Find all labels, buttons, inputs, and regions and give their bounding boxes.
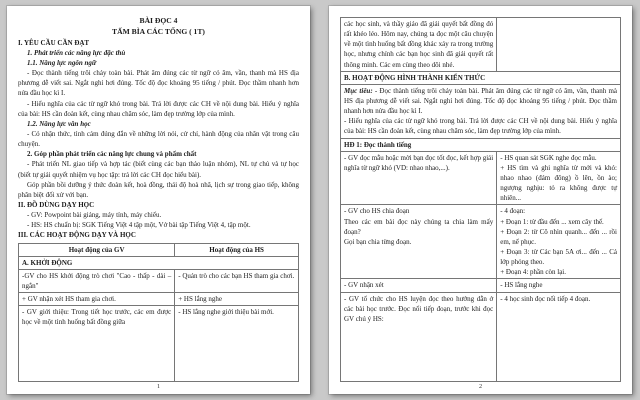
table-row xyxy=(341,292,620,381)
gv-cell xyxy=(19,293,175,305)
doc-title-line2: TẤM BÌA CÁC TỔNG ( 1T) xyxy=(112,27,205,37)
heading-section-1: I. YÊU CẦU CẦN ĐẠT xyxy=(18,38,90,47)
hs-line: + Đoạn 3: từ Các bạn 5A ơi... đến ... Cả lớp phỏng theo. xyxy=(500,247,617,267)
gv-line: - GV giới thiệu: Trong tiết học trước, các em được học về một tình huống bất đồng giữa xyxy=(22,308,172,327)
gv-line: - GV tổ chức cho HS luyện đọc theo hướng dẫn ở các bài học trước. Đọc nối tiếp đoạn, trước khi đọc GV chú ý HS: xyxy=(344,294,494,323)
paragraph: - Hiểu nghĩa của các từ ngữ khó trong bài. Trả lời được các CH về nội dung bài. Hiểu ý nghĩa của bài: HS cần đoàn kết, cùng nhau chăm sóc, làm đẹp trường lớp của mình. xyxy=(18,99,299,118)
hs-line: - 4 học sinh đọc nối tiếp 4 đoạn. xyxy=(500,294,591,303)
table-row xyxy=(19,269,298,292)
gv-cell xyxy=(341,205,497,278)
gv-line: -GV cho HS khởi động trò chơi "Cao - thấp - dài – ngắn" xyxy=(22,271,172,291)
table-header-gv: Hoạt động của GV xyxy=(19,244,175,256)
hs-cell xyxy=(497,293,620,381)
hs-cell xyxy=(497,152,620,205)
heading-sub-1-2: 1.2. Năng lực văn học xyxy=(27,119,91,128)
paragraph: - HS: HS chuẩn bị: SGK Tiếng Việt 4 tập một, Vở bài tập Tiếng Việt 4, tập một. xyxy=(27,221,251,230)
hs-cell-empty xyxy=(497,18,620,71)
hs-cell xyxy=(175,270,298,292)
page-2[interactable] xyxy=(329,6,632,394)
carry-over-text: các học sinh, và thầy giáo đã giải quyết bất đồng đó rất khéo léo. Hôm nay, chúng ta đọc một câu chuyện về một tình huống bất đồng khác xảy ra trong trường học, nhưng chính các bạn học sinh đã giải quyết rất thông minh. Các em cùng theo dõi nhé. xyxy=(344,20,494,69)
gv-cell xyxy=(341,279,497,291)
paragraph: - Có nhận thức, tình cảm đúng đắn về những lời nói, cử chỉ, hành động của nhân vật trong câu chuyện. xyxy=(18,130,299,149)
hs-cell xyxy=(175,293,298,305)
activities-table xyxy=(18,243,299,382)
gv-line: - GV nhận xét xyxy=(344,281,384,290)
section-b-heading: B. HOẠT ĐỘNG HÌNH THÀNH KIẾN THỨC xyxy=(344,73,486,82)
hs-line: + Đoạn 2: từ Cô nhìn quanh... đến ... rồi em, nể phục. xyxy=(500,227,617,246)
goal-cell xyxy=(341,85,620,138)
hs-line: - HS lắng nghe xyxy=(500,281,543,290)
gv-cell xyxy=(19,270,175,292)
table-header-row xyxy=(19,244,298,256)
table-row xyxy=(341,151,620,205)
table-row xyxy=(19,305,298,381)
heading-section-2: II. ĐỒ DÙNG DẠY HỌC xyxy=(18,201,95,210)
gv-line: Gọi bạn chia từng đoạn. xyxy=(344,237,412,246)
gv-cell xyxy=(341,152,497,205)
hs-line: - 4 đoạn: xyxy=(500,207,526,216)
gv-line: + GV nhận xét HS tham gia chơi. xyxy=(22,295,116,304)
hs-cell xyxy=(497,205,620,278)
gv-line: - GV cho HS chia đoạn xyxy=(344,207,410,216)
heading-sub-1: 1. Phát triển các năng lực đặc thù xyxy=(27,48,126,57)
table-section-row xyxy=(341,71,620,84)
hs-line: - HS quan sát SGK nghe đọc mẫu. xyxy=(500,153,597,162)
hs-line: - HS lắng nghe giới thiệu bài mới. xyxy=(178,308,274,317)
gv-cell xyxy=(341,293,497,381)
table-section-row xyxy=(341,138,620,151)
table-section-row xyxy=(19,256,298,269)
doc-title-line1: BÀI ĐỌC 4 xyxy=(139,16,178,25)
heading-sub-2: 2. Góp phần phát triển các năng lực chung và phẩm chất xyxy=(27,150,197,159)
page-1[interactable] xyxy=(7,6,310,394)
heading-sub-1-1: 1.1. Năng lực ngôn ngữ xyxy=(27,59,97,68)
hs-cell xyxy=(175,306,298,381)
goal-line-1 xyxy=(344,86,617,116)
paragraph: - GV: Powpoint bài giảng, máy tính, máy chiếu. xyxy=(27,211,162,220)
hs-line: + Đoạn 4: phần còn lại. xyxy=(500,268,566,277)
table-row xyxy=(341,204,620,278)
goal-line-2: - Hiểu nghĩa của các từ ngữ khó trong bài. Trả lời được các CH về nội dung bài. Hiểu ý nghĩa của bài: HS cần đoàn kết, cùng nhau chăm sóc, làm đẹp trường lớp của mình. xyxy=(344,117,617,136)
hs-line: + HS lắng nghe xyxy=(178,295,223,304)
gv-line: - GV đọc mẫu hoặc mời bạn đọc tốt đọc, kết hợp giải nghĩa từ ngữ khó (VD: nhao nhao,...). xyxy=(344,153,494,172)
paragraph: - Phát triển NL giao tiếp và hợp tác (biết cùng các bạn thảo luận nhóm), NL tự chủ và tự học (biết tự giải quyết nhiệm vụ học tập: trả lời các CH đọc hiểu bài). xyxy=(18,160,299,179)
hs-line: + Đoạn 1: từ đầu đến ... xem cây thế. xyxy=(500,217,604,226)
table-row xyxy=(341,278,620,291)
hd1-heading: HĐ 1: Đọc thành tiếng xyxy=(344,140,412,149)
table-row-goal xyxy=(341,84,620,138)
table-row xyxy=(19,292,298,305)
gv-cell xyxy=(341,18,497,71)
goal-label: Mục tiêu: xyxy=(344,86,373,95)
gv-line: Theo các em bài đọc này chúng ta chia làm mấy đoạn? xyxy=(344,217,494,236)
hs-line: - Quản trò cho các bạn HS tham gia chơi. xyxy=(178,271,295,280)
paragraph: Góp phần bồi dưỡng ý thức đoàn kết, hoà đồng, thái độ hoà nhã, lịch sự trong giao tiếp, không phân biệt đối xử với bạn. xyxy=(18,180,299,199)
goal-text: - Đọc thành tiếng trôi chảy toàn bài. Phát âm đúng các từ ngữ có âm, vần, thanh mà HS địa phương dễ viết sai. Ngắt nghỉ hơi đúng. Tốc độ đọc khoảng 95 tiếng / phút. Đọc thầm nhanh hơn nửa đầu học kì I. xyxy=(344,86,617,116)
page-number: 1 xyxy=(156,383,161,391)
table-row xyxy=(341,18,620,71)
paragraph: - Đọc thành tiếng trôi chảy toàn bài. Phát âm đúng các từ ngữ có âm, vần, thanh mà HS địa phương dễ viết sai. Ngắt nghỉ hơi đúng. Tốc độ đọc khoảng 95 tiếng / phút. Đọc thầm nhanh hơn nửa đầu học kì I. xyxy=(18,69,299,98)
table-header-hs: Hoạt động của HS xyxy=(209,245,264,254)
activities-table-continued xyxy=(340,17,621,382)
section-a-heading: A. KHỞI ĐỘNG xyxy=(22,258,73,267)
hs-cell xyxy=(497,279,620,291)
heading-section-3: III. CÁC HOẠT ĐỘNG DẠY VÀ HỌC xyxy=(18,231,136,240)
page-number: 2 xyxy=(478,383,483,391)
gv-cell xyxy=(19,306,175,381)
hs-line: + HS tìm và ghi nghĩa từ mới và khó: nhao nhao (đám đông) ồ lên, ồn ào; ngượng nghịu: tỏ ra không được tự nhiên... xyxy=(500,163,617,203)
